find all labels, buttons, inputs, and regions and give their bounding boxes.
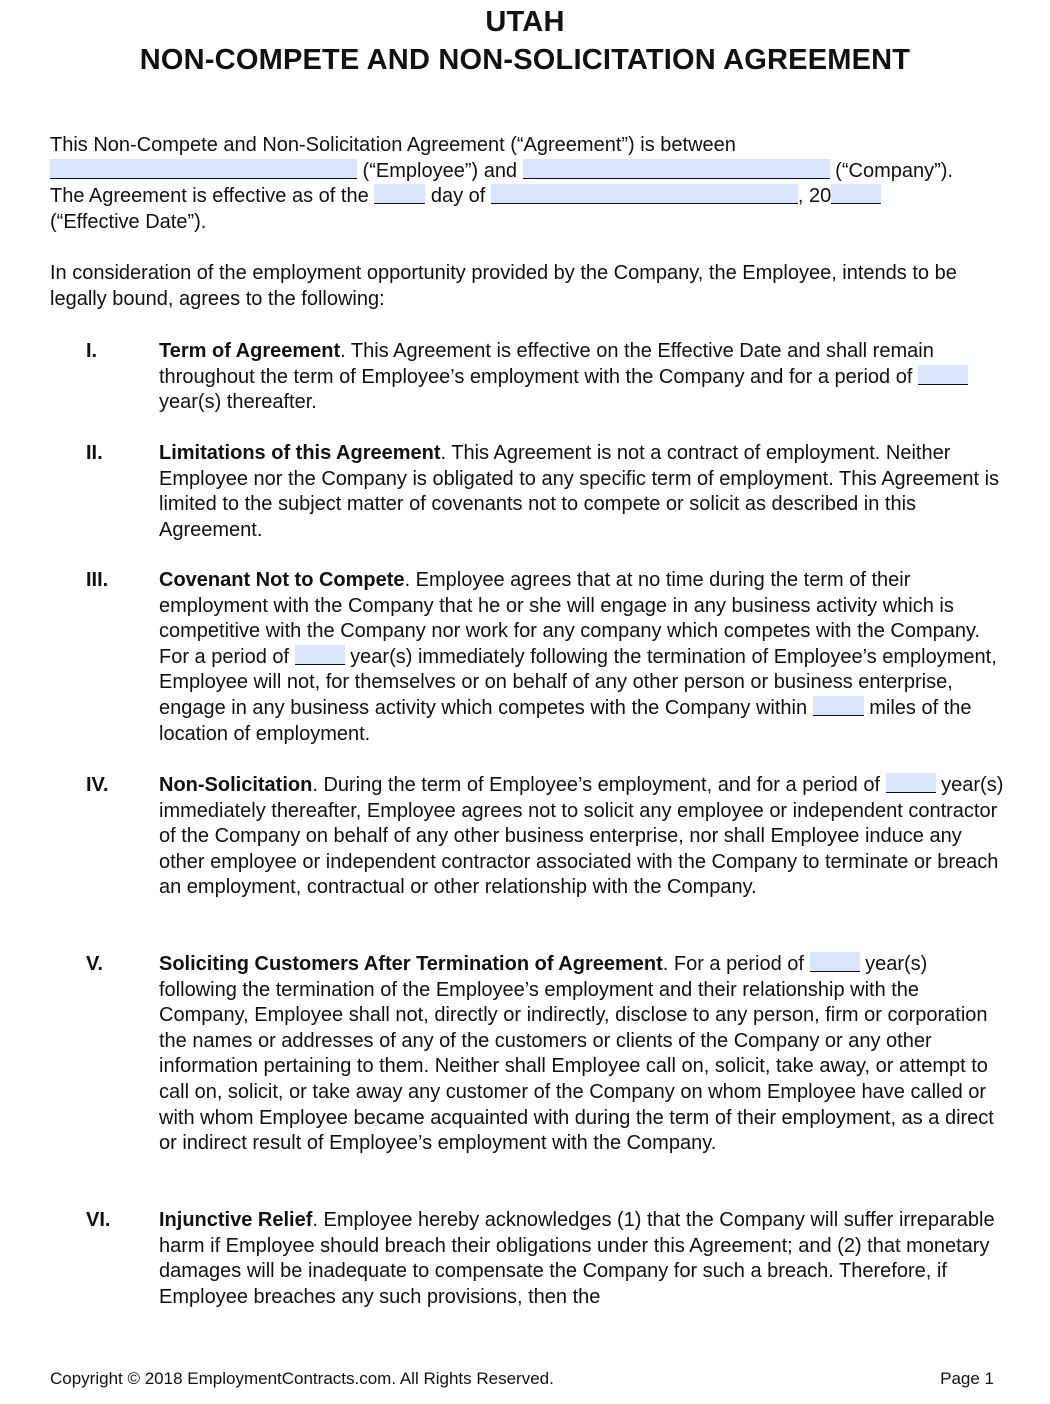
section-body: Soliciting Customers After Termination of Agreement. For a period of year(s) following the termination of the Employee’s employment and their relationship with the Company, Employee shall not, directly or indirectly, disclose to any person, firm or corporation the names or addresses of any of the customers or clients of the Company or any other information pertaining to them. Neither shall Employee call on, solicit, take away, or attempt to call on, solicit, or take away any customer of the Company on whom Employee have called or with whom Employee became acquainted with during the term of their employment, as a direct or indirect result of Employee’s employment with the Company.	[159, 953, 994, 1155]
section-number: IV.	[86, 774, 109, 796]
section-heading: Injunctive Relief	[159, 1209, 313, 1231]
section-body: Limitations of this Agreement. This Agreement is not a contract of employment. Neither Employee nor the Company is obligated to any specific term of employment. This Agreement is limited to the subject matter of covenants not to compete or solicit as described in this Agreement.	[159, 442, 1000, 541]
section-heading: Term of Agreement	[159, 340, 341, 362]
section-heading: Non-Solicitation	[159, 774, 313, 796]
section-body: Term of Agreement. This Agreement is effective on the Effective Date and shall remain throughout the term of Employee’s employment with the Company and for a period of year(s) thereafter.	[159, 339, 1010, 416]
term-years-field[interactable]	[918, 365, 968, 385]
footer-copyright: Copyright © 2018 EmploymentContracts.com. All Rights Reserved.	[50, 1369, 554, 1388]
footer-page-number: Page 1	[940, 1369, 994, 1388]
section-number: VI.	[86, 1209, 111, 1231]
document-title: NON-COMPETE AND NON-SOLICITATION AGREEMENT	[139, 44, 911, 76]
section-heading: Limitations of this Agreement	[159, 442, 441, 464]
section-body: Covenant Not to Compete. Employee agrees that at no time during the term of their employment with the Company that he or she will engage in any business activity which is competitive with the Company nor work for any company which competes with the Company. For a period of year(s) immediately following the termination of Employee’s employment, Employee will not, for themselves or on behalf of any other person or business enterprise, engage in any business activity which competes with the Company within miles of the location of employment.	[159, 569, 997, 745]
section-heading: Soliciting Customers After Termination of Agreement	[159, 953, 663, 975]
consideration-paragraph: In consideration of the employment opportunity provided by the Company, the Employee, intends to be legally bound, agrees to the following:	[50, 262, 957, 310]
effective-day-field[interactable]	[374, 184, 425, 204]
section-number: I.	[86, 340, 98, 362]
effective-year-field[interactable]	[831, 184, 881, 204]
section-body: Non-Solicitation. During the term of Employee’s employment, and for a period of year(s) immediately thereafter, Employee agrees not to solicit any employee or independent contractor of the Company on behalf of any other business enterprise, nor shall Employee induce any other employee or independent contractor associated with the Company to terminate or breach an employment, contractual or other relationship with the Company.	[159, 774, 1004, 899]
section-heading: Covenant Not to Compete	[159, 569, 405, 591]
section-number: II.	[86, 442, 103, 464]
customer-years-field[interactable]	[810, 952, 860, 972]
section-body: Injunctive Relief. Employee hereby acknowledges (1) that the Company will suffer irreparable harm if Employee should breach their obligations under this Agreement; and (2) that monetary damages will be inadequate to compensate the Company for such a breach. Therefore, if Employee breaches any such provisions, then the	[159, 1209, 995, 1308]
effective-month-field[interactable]	[491, 184, 798, 204]
intro-paragraph: This Non-Compete and Non-Solicitation Agreement (“Agreement”) is between (“Employee”) and (“Company”). The Agreement is effective as of the day of , 20 (“Effective Date”).	[50, 134, 953, 233]
state-title: UTAH	[485, 6, 565, 38]
employee-name-field[interactable]	[50, 159, 357, 179]
section-number: V.	[86, 953, 104, 975]
section-number: III.	[86, 569, 109, 591]
company-name-field[interactable]	[523, 159, 830, 179]
non-compete-years-field[interactable]	[295, 645, 345, 665]
miles-field[interactable]	[813, 696, 864, 716]
non-solicitation-years-field[interactable]	[886, 773, 936, 793]
